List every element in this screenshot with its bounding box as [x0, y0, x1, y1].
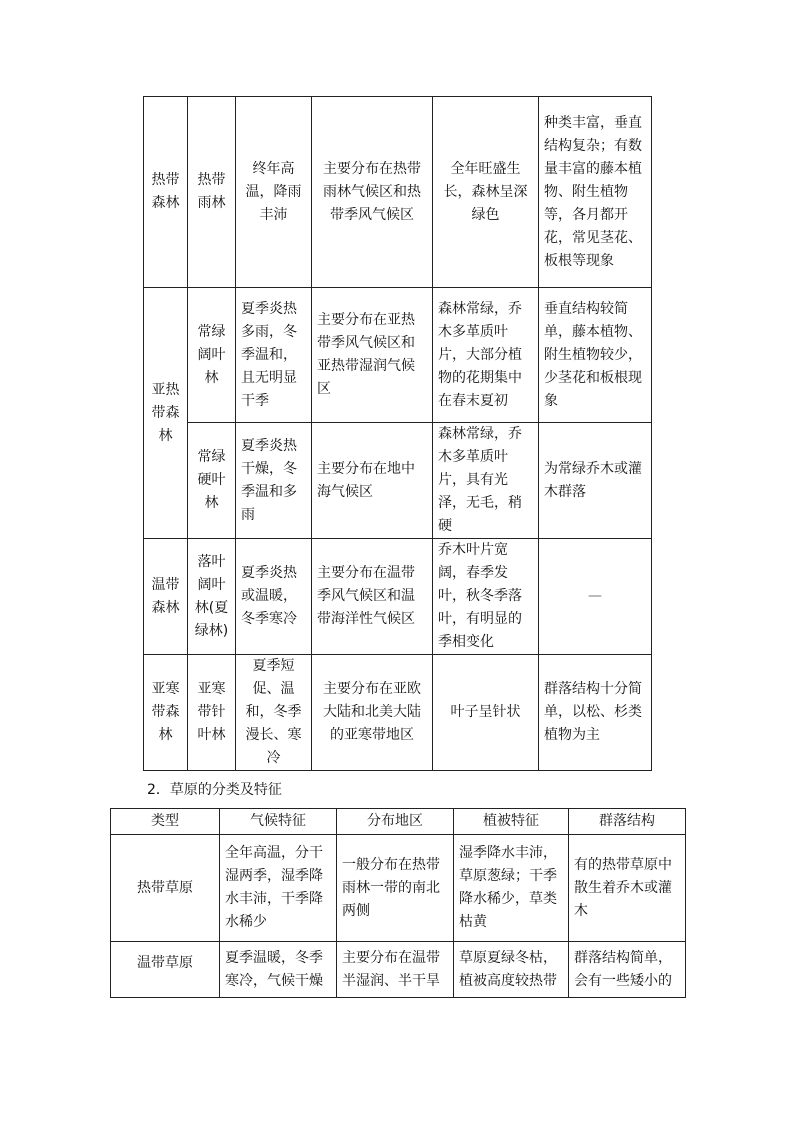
forest-table [143, 96, 652, 771]
table-row [144, 288, 652, 423]
forest-vegetation: 乔木叶片宽阔，春季发叶，秋冬季落叶，有明显的季相变化 [433, 539, 539, 655]
forest-climate: 夏季短促、温和，冬季漫长、寒冷 [236, 655, 312, 771]
table-row [144, 97, 652, 288]
forest-name: 亚寒带针叶林 [188, 655, 236, 771]
forest-structure: 种类丰富，垂直结构复杂；有数量丰富的藤本植物、附生植物等，各月都开花，常见茎花、板根等现象 [539, 97, 652, 288]
grass-vegetation: 草原夏绿冬枯，植被高度较热带 [454, 942, 569, 998]
grass-climate: 夏季温暖，冬季寒冷，气候干燥 [220, 942, 337, 998]
forest-name: 热带雨林 [188, 97, 236, 288]
forest-climate: 夏季炎热或温暖，冬季寒冷 [236, 539, 312, 655]
grass-type: 温带草原 [111, 942, 220, 998]
table-row [111, 942, 686, 998]
table-row [144, 539, 652, 655]
column-header: 分布地区 [337, 809, 454, 835]
table-row [111, 835, 686, 942]
forest-vegetation: 全年旺盛生长，森林呈深绿色 [433, 97, 539, 288]
forest-group: 亚寒带森林 [144, 655, 188, 771]
grassland-table [110, 808, 686, 998]
grass-structure: 群落结构简单，会有一些矮小的 [569, 942, 686, 998]
forest-vegetation: 叶子呈针状 [433, 655, 539, 771]
grass-distribution: 主要分布在温带半湿润、半干旱 [337, 942, 454, 998]
table-row [144, 423, 652, 539]
forest-structure: 群落结构十分简单，以松、杉类植物为主 [539, 655, 652, 771]
forest-distribution: 主要分布在温带季风气候区和温带海洋性气候区 [312, 539, 433, 655]
forest-distribution: 主要分布在亚欧大陆和北美大陆的亚寒带地区 [312, 655, 433, 771]
forest-group: 亚热带森林 [144, 288, 188, 539]
forest-structure: 为常绿乔木或灌木群落 [539, 423, 652, 539]
table-row [144, 655, 652, 771]
forest-vegetation: 森林常绿，乔木多革质叶片，具有光泽，无毛，稍硬 [433, 423, 539, 539]
column-header: 气候特征 [220, 809, 337, 835]
section-heading: 2．草原的分类及特征 [147, 782, 282, 798]
forest-name: 落叶阔叶林(夏绿林) [188, 539, 236, 655]
forest-structure: 垂直结构较简单，藤本植物、附生植物较少，少茎花和板根现象 [539, 288, 652, 423]
forest-name: 常绿阔叶林 [188, 288, 236, 423]
column-header: 植被特征 [454, 809, 569, 835]
forest-vegetation: 森林常绿，乔木多革质叶片，大部分植物的花期集中在春末夏初 [433, 288, 539, 423]
forest-group: 温带森林 [144, 539, 188, 655]
forest-climate: 终年高温，降雨丰沛 [236, 97, 312, 288]
column-header: 群落结构 [569, 809, 686, 835]
grass-climate: 全年高温，分干湿两季，湿季降水丰沛，干季降水稀少 [220, 835, 337, 942]
grass-vegetation: 湿季降水丰沛，草原葱绿；干季降水稀少，草类枯黄 [454, 835, 569, 942]
table-header-row [111, 809, 686, 835]
forest-distribution: 主要分布在地中海气候区 [312, 423, 433, 539]
forest-climate: 夏季炎热干燥，冬季温和多雨 [236, 423, 312, 539]
grass-distribution: 一般分布在热带雨林一带的南北两侧 [337, 835, 454, 942]
forest-name: 常绿硬叶林 [188, 423, 236, 539]
forest-group: 热带森林 [144, 97, 188, 288]
forest-distribution: 主要分布在热带雨林气候区和热带季风气候区 [312, 97, 433, 288]
forest-climate: 夏季炎热多雨，冬季温和，且无明显干季 [236, 288, 312, 423]
grass-type: 热带草原 [111, 835, 220, 942]
grass-structure: 有的热带草原中散生着乔木或灌木 [569, 835, 686, 942]
forest-structure: — [539, 539, 652, 655]
forest-distribution: 主要分布在亚热带季风气候区和亚热带湿润气候区 [312, 288, 433, 423]
column-header: 类型 [111, 809, 220, 835]
